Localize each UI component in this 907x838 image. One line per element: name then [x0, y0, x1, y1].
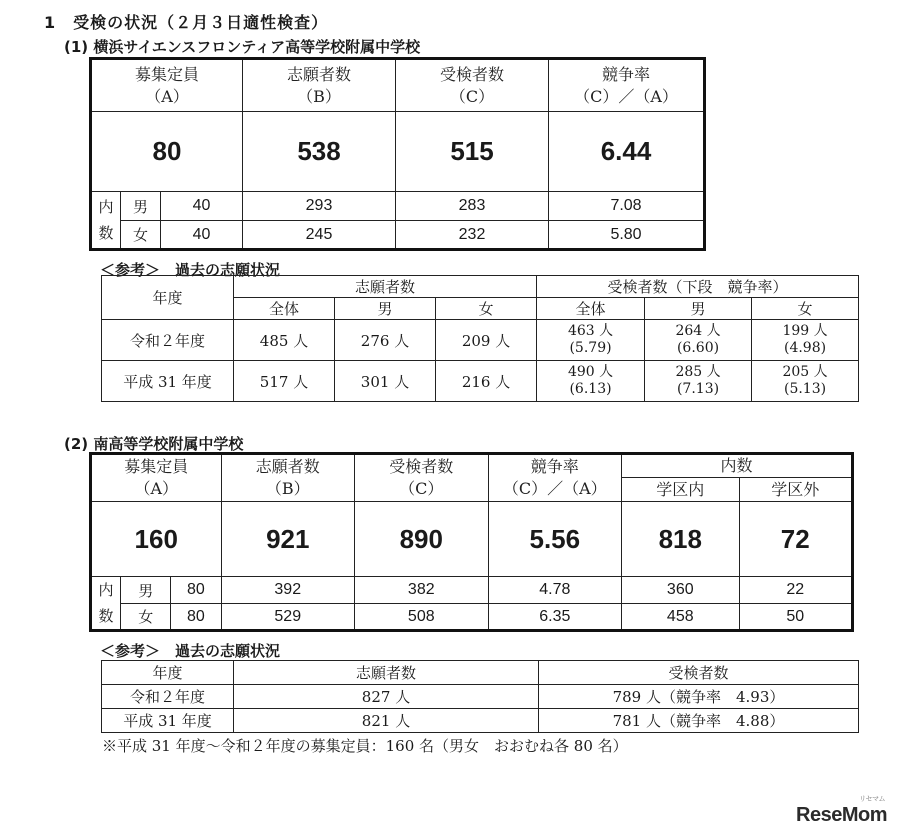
ref-app-value: 517 人: [234, 361, 335, 402]
female-ratio: 6.35: [488, 604, 622, 631]
ref-app-value: 209 人: [436, 320, 537, 361]
ref-app-value: 485 人: [234, 320, 335, 361]
ref-exam-value: 463 人 (5.79): [537, 320, 645, 361]
header-out-district: 学区外: [739, 478, 853, 502]
ref-exam-value: 264 人 (6.60): [645, 320, 752, 361]
row-label: 女: [121, 221, 161, 250]
ref-app-value: 821 人: [234, 709, 539, 733]
ref-year-header: 年度: [102, 276, 234, 320]
total-applicants: 921: [221, 502, 355, 577]
header-examinees: 受検者数 （C）: [396, 59, 549, 112]
ref-sub-header: 女: [752, 298, 859, 320]
total-ratio: 5.56: [488, 502, 622, 577]
school2-title: (2) 南高等学校附属中学校: [64, 435, 244, 453]
ref-year-header: 年度: [102, 661, 234, 685]
school2-ref-table: [101, 660, 859, 733]
ref-applicants-header: 志願者数: [234, 661, 539, 685]
ref-app-value: 276 人: [335, 320, 436, 361]
male-ratio: 7.08: [549, 192, 705, 221]
resemom-logo: リセマム ReseMom: [796, 796, 887, 826]
ref-exam-value: 199 人 (4.98): [752, 320, 859, 361]
header-applicants: 志願者数 （B）: [221, 454, 355, 502]
total-capacity: 160: [91, 502, 222, 577]
header-ratio: 競争率 （C）／（A）: [488, 454, 622, 502]
logo-small-text: リセマム: [859, 796, 885, 803]
school2-main-table: [89, 452, 854, 632]
female-in-district: 458: [622, 604, 739, 631]
ref-year: 平成 31 年度: [102, 709, 234, 733]
ref-sub-header: 全体: [537, 298, 645, 320]
header-capacity: 募集定員 （A）: [91, 454, 222, 502]
male-ratio: 4.78: [488, 577, 622, 604]
male-in-district: 360: [622, 577, 739, 604]
female-applicants: 245: [243, 221, 396, 250]
ref-app-value: 301 人: [335, 361, 436, 402]
ref-exam-value: 490 人 (6.13): [537, 361, 645, 402]
total-examinees: 890: [355, 502, 489, 577]
total-capacity: 80: [91, 112, 243, 192]
header-in-district: 学区内: [622, 478, 739, 502]
ref-sub-header: 全体: [234, 298, 335, 320]
ref-exam-value: 781 人（競争率 4.88）: [539, 709, 859, 733]
ref-year: 平成 31 年度: [102, 361, 234, 402]
female-applicants: 529: [221, 604, 355, 631]
total-applicants: 538: [243, 112, 396, 192]
footnote: ※平成 31 年度〜令和２年度の募集定員：160 名（男女 おおむね各 80 名）: [102, 737, 628, 755]
row-label: 女: [121, 604, 171, 631]
ref-sub-header: 女: [436, 298, 537, 320]
school1-main-table: [89, 57, 706, 251]
female-capacity: 40: [161, 221, 243, 250]
header-ratio: 競争率 （C）／（A）: [549, 59, 705, 112]
ref-examinees-header: 受検者数: [539, 661, 859, 685]
school1-ref-table: [101, 275, 859, 402]
ref-examinees-header: 受検者数（下段 競争率）: [537, 276, 859, 298]
male-applicants: 293: [243, 192, 396, 221]
school2-ref-title: ＜参考＞ 過去の志願状況: [100, 642, 281, 660]
row-label: 男: [121, 192, 161, 221]
breakdown-label: 内 数: [91, 192, 121, 250]
page-heading: 1 受検の状況（２月３日適性検査）: [44, 13, 329, 32]
header-applicants: 志願者数 （B）: [243, 59, 396, 112]
female-ratio: 5.80: [549, 221, 705, 250]
total-ratio: 6.44: [549, 112, 705, 192]
header-examinees: 受検者数 （C）: [355, 454, 489, 502]
male-out-district: 22: [739, 577, 853, 604]
ref-sub-header: 男: [645, 298, 752, 320]
total-out-district: 72: [739, 502, 853, 577]
ref-app-value: 827 人: [234, 685, 539, 709]
total-in-district: 818: [622, 502, 739, 577]
male-applicants: 392: [221, 577, 355, 604]
ref-year: 令和２年度: [102, 685, 234, 709]
female-out-district: 50: [739, 604, 853, 631]
female-examinees: 508: [355, 604, 489, 631]
male-capacity: 80: [171, 577, 221, 604]
ref-exam-value: 789 人（競争率 4.93）: [539, 685, 859, 709]
school1-ref-title: ＜参考＞ 過去の志願状況: [100, 261, 281, 279]
ref-app-value: 216 人: [436, 361, 537, 402]
male-examinees: 382: [355, 577, 489, 604]
ref-applicants-header: 志願者数: [234, 276, 537, 298]
school1-title: (1) 横浜サイエンスフロンティア高等学校附属中学校: [64, 38, 421, 56]
total-examinees: 515: [396, 112, 549, 192]
male-capacity: 40: [161, 192, 243, 221]
female-capacity: 80: [171, 604, 221, 631]
row-label: 男: [121, 577, 171, 604]
ref-sub-header: 男: [335, 298, 436, 320]
female-examinees: 232: [396, 221, 549, 250]
header-capacity: 募集定員 （A）: [91, 59, 243, 112]
header-inner: 内数: [622, 454, 853, 478]
ref-year: 令和２年度: [102, 320, 234, 361]
breakdown-label: 内 数: [91, 577, 121, 631]
ref-exam-value: 285 人 (7.13): [645, 361, 752, 402]
ref-exam-value: 205 人 (5.13): [752, 361, 859, 402]
male-examinees: 283: [396, 192, 549, 221]
